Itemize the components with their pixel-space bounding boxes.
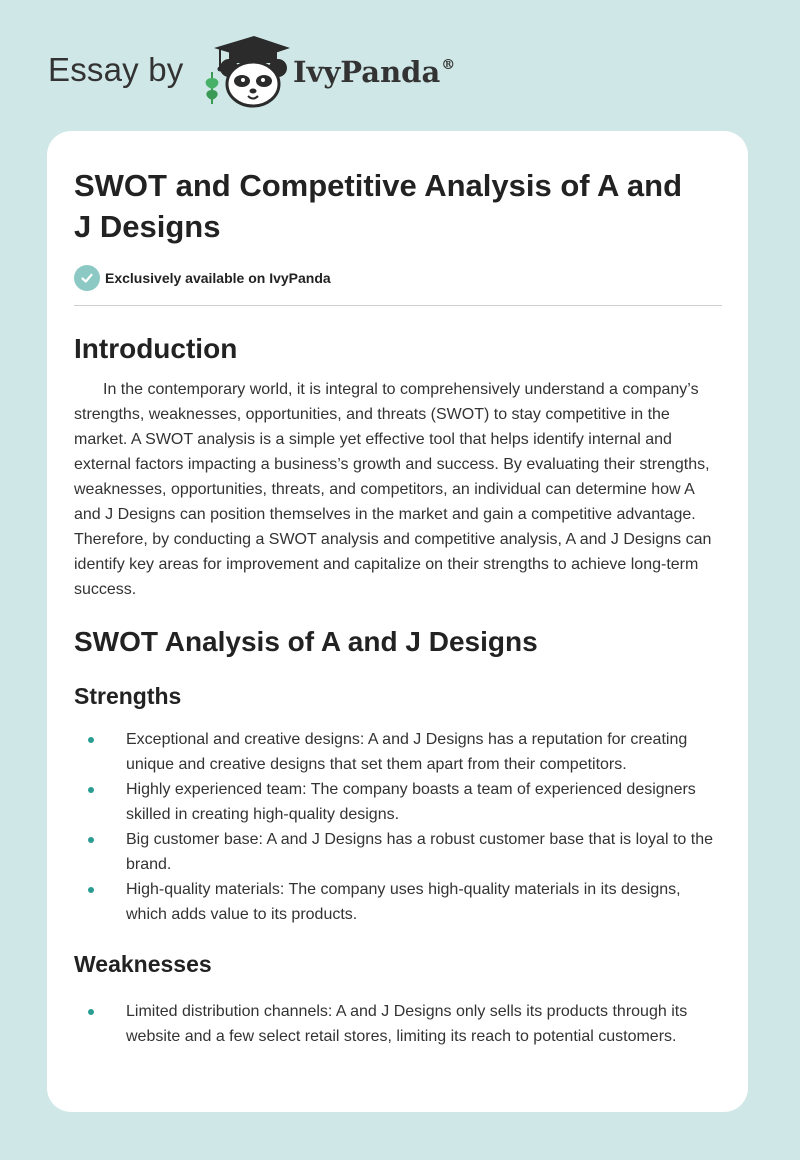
panda-graduate-icon	[202, 34, 292, 110]
article-title: SWOT and Competitive Analysis of A and J Designs	[74, 168, 683, 244]
swot-heading: SWOT Analysis of A and J Designs	[74, 626, 538, 657]
strengths-heading: Strengths	[74, 683, 182, 709]
list-item: Exceptional and creative designs: A and J Designs has a reputation for creating unique and creative designs that set them apart from their competitors.	[126, 727, 722, 777]
introduction-heading: Introduction	[74, 333, 238, 364]
weaknesses-heading: Weaknesses	[74, 951, 212, 977]
article-card	[47, 131, 748, 1112]
title-divider	[74, 305, 722, 306]
ivy-leaf-icon	[206, 72, 219, 104]
list-item: High-quality materials: The company uses high-quality materials in its designs, which adds value to its products.	[126, 877, 722, 927]
list-item: Big customer base: A and J Designs has a robust customer base that is loyal to the brand.	[126, 827, 722, 877]
strengths-list	[74, 727, 722, 927]
exclusive-badge	[74, 265, 722, 291]
site-header	[48, 34, 548, 110]
essay-by-label: Essay by	[48, 51, 184, 88]
introduction-paragraph: In the contemporary world, it is integral to comprehensively understand a company’s strengths, weaknesses, opportunities, and threats (SWOT) to stay competitive in the market. A SWOT analysis is a simple yet effective tool that helps identify internal and external factors impacting a business’s growth and success. By evaluating their strengths, weaknesses, opportunities, threats, and competitors, an individual can determine how A and J Designs can position themselves in the market and gain a competitive advantage. Therefore, by conducting a SWOT analysis and competitive analysis, A and J Designs can identify key areas for improvement and capitalize on their strengths to achieve long-term success.	[74, 381, 712, 598]
list-item: Highly experienced team: The company boasts a team of experienced designers skilled in creating high-quality designs.	[126, 777, 722, 827]
weaknesses-list	[74, 999, 722, 1049]
check-icon	[74, 265, 100, 291]
exclusive-label: Exclusively available on IvyPanda	[105, 270, 331, 286]
list-item: Limited distribution channels: A and J Designs only sells its products through its website and a few select retail stores, limiting its reach to potential customers.	[126, 999, 722, 1049]
brand-name: IvyPanda®	[293, 55, 456, 89]
